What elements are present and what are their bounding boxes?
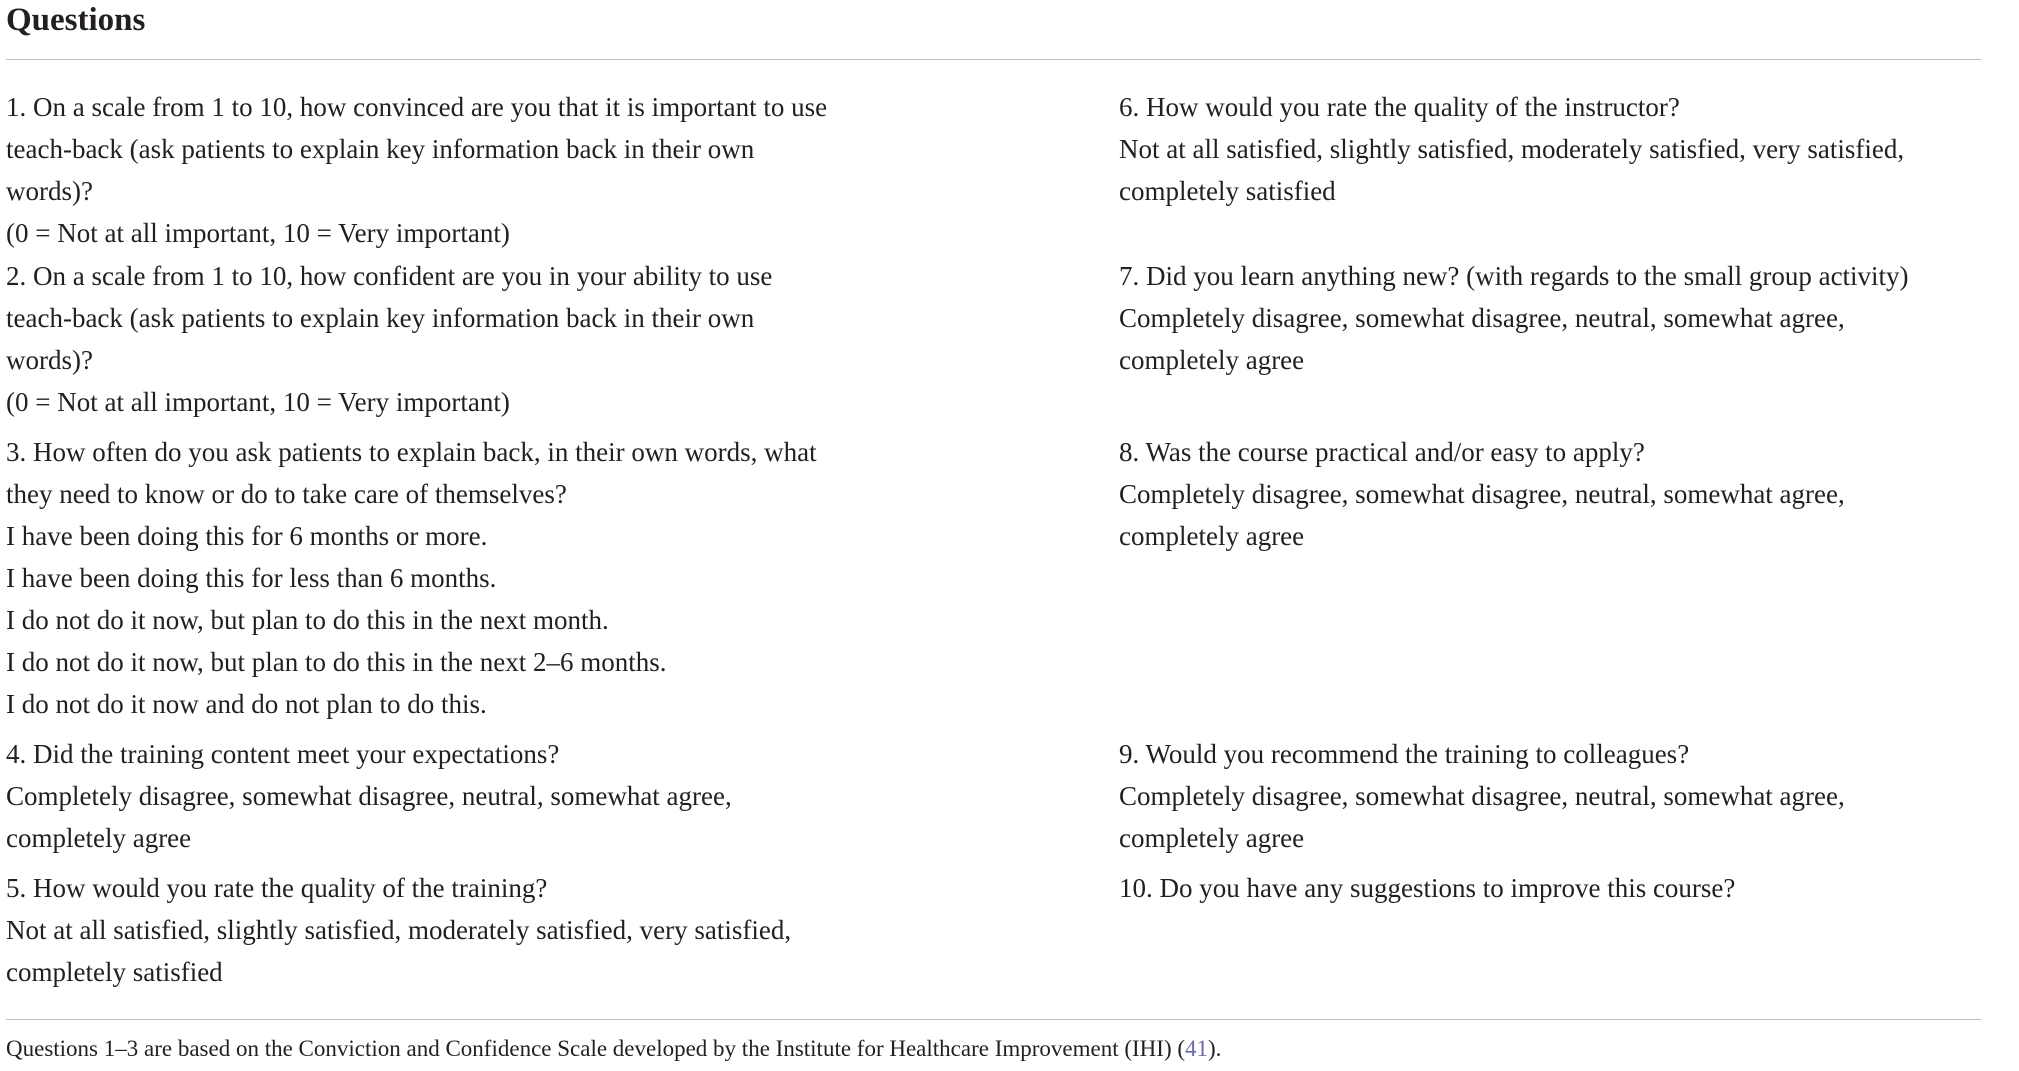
question-text: 6. How would you rate the quality of the instructor? <box>1119 92 1680 122</box>
question-text: 10. Do you have any suggestions to improve this course? <box>1119 873 1736 903</box>
answer-option: completely agree <box>1119 345 1305 375</box>
answer-option: completely agree <box>1119 521 1305 551</box>
question-cell <box>1119 86 1981 255</box>
answer-option: I do not do it now, but plan to do this in the next month. <box>6 605 609 635</box>
question-text: 3. How often do you ask patients to explain back, in their own words, what <box>6 437 817 467</box>
reference-link[interactable]: 41 <box>1185 1036 1209 1061</box>
question-cell <box>1119 431 1981 733</box>
footnote-text-end: ). <box>1208 1036 1222 1061</box>
answer-option: Completely disagree, somewhat disagree, neutral, somewhat agree, <box>1119 303 1845 333</box>
question-text: 5. How would you rate the quality of the training? <box>6 873 548 903</box>
answer-option: Completely disagree, somewhat disagree, neutral, somewhat agree, <box>1119 479 1845 509</box>
answer-option: I have been doing this for 6 months or more. <box>6 521 488 551</box>
table-footnote <box>6 1034 1221 1064</box>
question-text: 8. Was the course practical and/or easy to apply? <box>1119 437 1645 467</box>
question-cell <box>1119 255 1981 431</box>
answer-option: completely satisfied <box>6 957 223 987</box>
question-cell <box>1119 733 1981 867</box>
question-text: 9. Would you recommend the training to colleagues? <box>1119 739 1690 769</box>
footer-rule <box>6 1019 1981 1020</box>
answer-option: I do not do it now, but plan to do this in the next 2–6 months. <box>6 647 667 677</box>
answer-option: I do not do it now and do not plan to do this. <box>6 689 487 719</box>
answer-option: teach-back (ask patients to explain key information back in their own <box>6 134 755 164</box>
question-cell <box>6 867 1119 987</box>
answer-option: words)? <box>6 345 93 375</box>
question-cell <box>6 733 1119 867</box>
question-cell <box>6 255 1119 431</box>
answer-option: completely agree <box>1119 823 1305 853</box>
answer-option: words)? <box>6 176 93 206</box>
question-cell <box>6 86 1119 255</box>
question-text: 1. On a scale from 1 to 10, how convinced are you that it is important to use <box>6 92 828 122</box>
table-title: Questions <box>6 2 146 38</box>
question-cell <box>1119 867 1981 977</box>
answer-option: Not at all satisfied, slightly satisfied, moderately satisfied, very satisfied, <box>6 915 792 945</box>
questions-table <box>6 86 1981 987</box>
question-cell <box>6 431 1119 733</box>
answer-option: completely satisfied <box>1119 176 1336 206</box>
answer-option: Not at all satisfied, slightly satisfied, moderately satisfied, very satisfied, <box>1119 134 1905 164</box>
header-rule <box>6 59 1981 60</box>
question-text: 7. Did you learn anything new? (with regards to the small group activity) <box>1119 261 1909 291</box>
question-text: 4. Did the training content meet your expectations? <box>6 739 560 769</box>
answer-option: Completely disagree, somewhat disagree, neutral, somewhat agree, <box>1119 781 1845 811</box>
answer-option: teach-back (ask patients to explain key information back in their own <box>6 303 755 333</box>
answer-option: they need to know or do to take care of themselves? <box>6 479 567 509</box>
answer-option: completely agree <box>6 823 192 853</box>
footnote-text: Questions 1–3 are based on the Conviction and Confidence Scale developed by the Institute for Healthcare Improvement (IHI) ( <box>6 1036 1186 1061</box>
answer-option: (0 = Not at all important, 10 = Very important) <box>6 218 510 248</box>
answer-option: (0 = Not at all important, 10 = Very important) <box>6 387 510 417</box>
answer-option: Completely disagree, somewhat disagree, neutral, somewhat agree, <box>6 781 732 811</box>
question-text: 2. On a scale from 1 to 10, how confident are you in your ability to use <box>6 261 773 291</box>
answer-option: I have been doing this for less than 6 months. <box>6 563 497 593</box>
